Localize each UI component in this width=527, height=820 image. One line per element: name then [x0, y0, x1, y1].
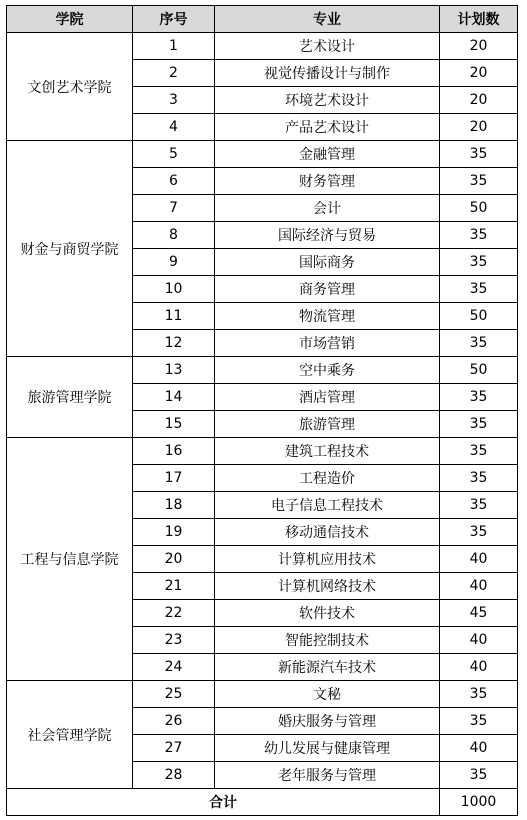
table-row [7, 357, 518, 384]
table-row [7, 438, 518, 465]
major-cell: 国际商务 [215, 249, 440, 276]
plan-count-cell: 35 [440, 492, 518, 519]
plan-count-cell: 20 [440, 87, 518, 114]
major-cell: 会计 [215, 195, 440, 222]
major-cell: 老年服务与管理 [215, 762, 440, 789]
major-cell: 环境艺术设计 [215, 87, 440, 114]
row-number-cell: 10 [133, 276, 215, 303]
college-cell: 文创艺术学院 [7, 33, 133, 141]
college-cell: 财金与商贸学院 [7, 141, 133, 357]
major-cell: 智能控制技术 [215, 627, 440, 654]
plan-count-cell: 35 [440, 762, 518, 789]
row-number-cell: 15 [133, 411, 215, 438]
major-cell: 空中乘务 [215, 357, 440, 384]
major-cell: 旅游管理 [215, 411, 440, 438]
row-number-cell: 2 [133, 60, 215, 87]
plan-count-cell: 40 [440, 546, 518, 573]
plan-count-cell: 20 [440, 60, 518, 87]
row-number-cell: 28 [133, 762, 215, 789]
plan-count-cell: 35 [440, 519, 518, 546]
header-number: 序号 [133, 6, 215, 33]
plan-count-cell: 35 [440, 438, 518, 465]
row-number-cell: 1 [133, 33, 215, 60]
total-label: 合计 [7, 789, 440, 816]
plan-count-cell: 20 [440, 33, 518, 60]
major-cell: 幼儿发展与健康管理 [215, 735, 440, 762]
major-cell: 视觉传播设计与制作 [215, 60, 440, 87]
major-cell: 计算机网络技术 [215, 573, 440, 600]
major-cell: 建筑工程技术 [215, 438, 440, 465]
major-cell: 物流管理 [215, 303, 440, 330]
table-row [7, 681, 518, 708]
row-number-cell: 24 [133, 654, 215, 681]
major-cell: 移动通信技术 [215, 519, 440, 546]
plan-count-cell: 50 [440, 195, 518, 222]
table-body [7, 33, 518, 789]
major-cell: 金融管理 [215, 141, 440, 168]
row-number-cell: 27 [133, 735, 215, 762]
plan-count-cell: 35 [440, 276, 518, 303]
plan-count-cell: 35 [440, 411, 518, 438]
major-cell: 新能源汽车技术 [215, 654, 440, 681]
header-major: 专业 [215, 6, 440, 33]
major-cell: 酒店管理 [215, 384, 440, 411]
row-number-cell: 4 [133, 114, 215, 141]
row-number-cell: 22 [133, 600, 215, 627]
row-number-cell: 12 [133, 330, 215, 357]
table-row [7, 141, 518, 168]
row-number-cell: 9 [133, 249, 215, 276]
plan-count-cell: 35 [440, 708, 518, 735]
plan-count-cell: 35 [440, 384, 518, 411]
major-cell: 财务管理 [215, 168, 440, 195]
enrollment-plan-table-wrapper [6, 5, 518, 816]
row-number-cell: 21 [133, 573, 215, 600]
row-number-cell: 20 [133, 546, 215, 573]
row-number-cell: 7 [133, 195, 215, 222]
plan-count-cell: 50 [440, 303, 518, 330]
plan-count-cell: 40 [440, 654, 518, 681]
table-row [7, 33, 518, 60]
row-number-cell: 18 [133, 492, 215, 519]
major-cell: 市场营销 [215, 330, 440, 357]
enrollment-plan-table [6, 5, 518, 816]
major-cell: 文秘 [215, 681, 440, 708]
header-college: 学院 [7, 6, 133, 33]
row-number-cell: 26 [133, 708, 215, 735]
plan-count-cell: 35 [440, 222, 518, 249]
row-number-cell: 6 [133, 168, 215, 195]
plan-count-cell: 35 [440, 465, 518, 492]
major-cell: 国际经济与贸易 [215, 222, 440, 249]
major-cell: 婚庆服务与管理 [215, 708, 440, 735]
total-row [7, 789, 518, 816]
row-number-cell: 25 [133, 681, 215, 708]
plan-count-cell: 35 [440, 249, 518, 276]
plan-count-cell: 40 [440, 627, 518, 654]
major-cell: 电子信息工程技术 [215, 492, 440, 519]
table-header [7, 6, 518, 33]
major-cell: 艺术设计 [215, 33, 440, 60]
plan-count-cell: 20 [440, 114, 518, 141]
row-number-cell: 5 [133, 141, 215, 168]
plan-count-cell: 35 [440, 681, 518, 708]
plan-count-cell: 35 [440, 330, 518, 357]
major-cell: 计算机应用技术 [215, 546, 440, 573]
plan-count-cell: 40 [440, 735, 518, 762]
plan-count-cell: 35 [440, 141, 518, 168]
plan-count-cell: 35 [440, 168, 518, 195]
row-number-cell: 19 [133, 519, 215, 546]
row-number-cell: 14 [133, 384, 215, 411]
row-number-cell: 3 [133, 87, 215, 114]
major-cell: 产品艺术设计 [215, 114, 440, 141]
plan-count-cell: 40 [440, 573, 518, 600]
college-cell: 工程与信息学院 [7, 438, 133, 681]
total-value: 1000 [440, 789, 518, 816]
row-number-cell: 17 [133, 465, 215, 492]
table-footer [7, 789, 518, 816]
row-number-cell: 8 [133, 222, 215, 249]
plan-count-cell: 45 [440, 600, 518, 627]
college-cell: 旅游管理学院 [7, 357, 133, 438]
header-plan-count: 计划数 [440, 6, 518, 33]
major-cell: 工程造价 [215, 465, 440, 492]
major-cell: 商务管理 [215, 276, 440, 303]
row-number-cell: 23 [133, 627, 215, 654]
row-number-cell: 13 [133, 357, 215, 384]
college-cell: 社会管理学院 [7, 681, 133, 789]
row-number-cell: 11 [133, 303, 215, 330]
major-cell: 软件技术 [215, 600, 440, 627]
header-row [7, 6, 518, 33]
row-number-cell: 16 [133, 438, 215, 465]
plan-count-cell: 50 [440, 357, 518, 384]
